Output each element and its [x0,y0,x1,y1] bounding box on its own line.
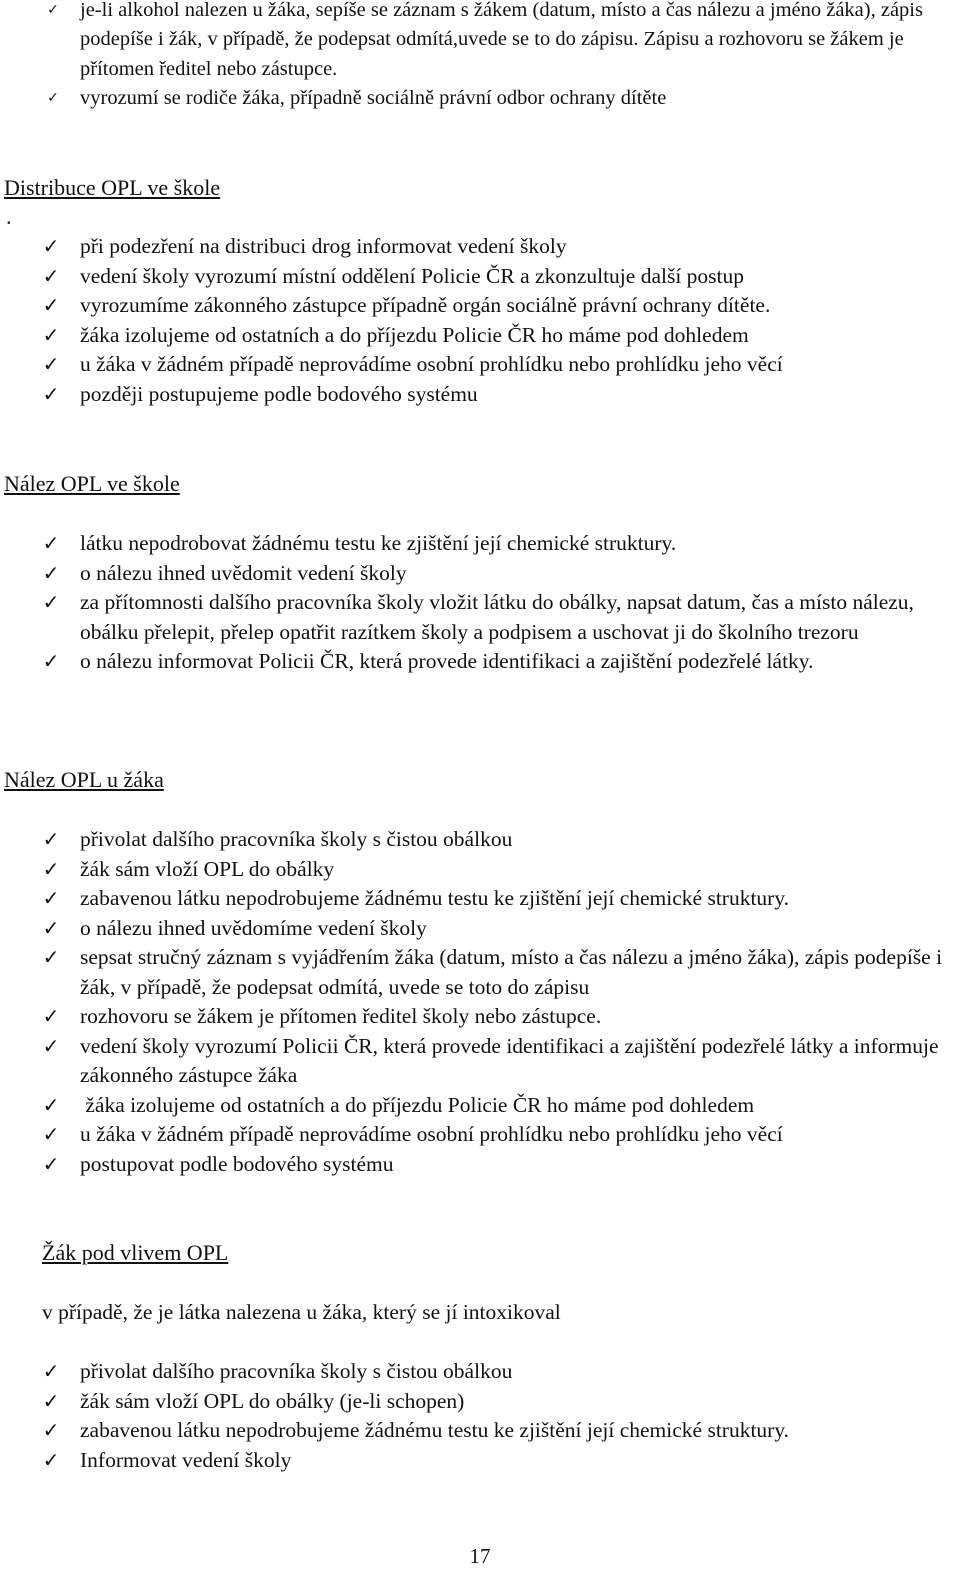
list-item: ✓ sepsat stručný záznam s vyjádřením žáka (datum, místo a čas nálezu a jméno žáka), zápis podepíše i žák, v případě, že podepsat odmítá, uvede se toto do zápisu [0,943,960,1002]
nalez-zak-checklist [0,825,960,1179]
list-item: ✓ postupovat podle bodového systému [0,1150,960,1180]
list-item: ✓ žáka izolujeme od ostatních a do příjezdu Policie ČR ho máme pod dohledem [0,321,960,351]
section-heading-nalez-zak: Nález OPL u žáka [4,767,164,792]
checkmark-icon: ✓ [42,263,60,288]
checkmark-icon: ✓ [42,1388,60,1413]
stray-dot: . [6,204,12,229]
checkmark-icon: ✓ [42,945,60,969]
list-item: ✓ při podezření na distribuci drog informovat vedení školy [0,232,960,262]
checkmark-icon: ✓ [42,322,60,347]
list-item: ✓ vedení školy vyrozumí Policii ČR, která provede identifikaci a zajištění podezřelé látky a informuje zákonného zástupce žáka [0,1032,960,1091]
list-item: ✓ látku nepodrobovat žádnému testu ke zjištění její chemické struktury. [0,529,960,559]
list-item: ✓ přivolat dalšího pracovníka školy s čistou obálkou [0,1357,960,1387]
checkmark-icon: ✓ [42,827,60,851]
distribuce-checklist [0,232,960,409]
list-item: ✓ žák sám vloží OPL do obálky [0,855,960,885]
list-item: ✓ o nálezu ihned uvědomíme vedení školy [0,914,960,944]
zak-pod-vlivem-checklist [0,1357,960,1475]
checkmark-icon: ✓ [42,1004,60,1028]
section-heading-distribuce: Distribuce OPL ve škole [4,175,221,200]
list-item: ✓ zabavenou látku nepodrobujeme žádnému testu ke zjištění její chemické struktury. [0,1416,960,1446]
checkmark-icon: ✓ [42,531,60,555]
checkmark-icon: ✓ [42,381,60,406]
checkmark-icon: ✓ [42,915,60,940]
list-item: ✓ vyrozumíme zákonného zástupce případně orgán sociálně právní ochrany dítěte. [0,291,960,321]
page-number: 17 [469,1544,491,1568]
checkmark-icon: ✓ [42,649,60,673]
list-item: ✓ u žáka v žádném případě neprovádíme osobní prohlídku nebo prohlídku jeho věcí [0,1120,960,1150]
checkmark-icon: ✓ [42,1418,60,1442]
top-checklist [0,0,960,113]
list-item: ✓ o nálezu ihned uvědomit vedení školy [0,559,960,589]
list-item: ✓ žáka izolujeme od ostatních a do příjezdu Policie ČR ho máme pod dohledem [0,1091,960,1121]
section-heading-nalez-skola: Nález OPL ve škole [4,471,180,496]
list-item: ✓ je-li alkohol nalezen u žáka, sepíše se záznam s žákem (datum, místo a čas nálezu a jméno žáka), zápis podepíše i žák, v případě, že podepsat odmítá,uvede se to do zápisu. Zápisu a rozhovoru se žákem je přítomen ředitel nebo zástupce. [0,0,942,84]
section-heading-zak-pod-vlivem: Žák pod vlivem OPL [42,1240,229,1265]
checkmark-icon: ✓ [42,1092,60,1117]
list-item: ✓ rozhovoru se žákem je přítomen ředitel školy nebo zástupce. [0,1002,960,1032]
list-item: ✓ vedení školy vyrozumí místní oddělení Policie ČR a zkonzultuje další postup [0,262,960,292]
list-item: ✓ o nálezu informovat Policii ČR, která provede identifikaci a zajištění podezřelé látky. [0,647,960,677]
list-item: ✓ později postupujeme podle bodového systému [0,380,960,410]
list-item: ✓ zabavenou látku nepodrobujeme žádnému testu ke zjištění její chemické struktury. [0,884,960,914]
list-item: ✓ Informovat vedení školy [0,1446,960,1476]
checkmark-icon: ✓ [42,1447,60,1472]
list-item: ✓ přivolat dalšího pracovníka školy s čistou obálkou [0,825,960,855]
checkmark-icon: ✓ [42,560,60,585]
list-item: ✓ vyrozumí se rodiče žáka, případně sociálně právní odbor ochrany dítěte [0,84,960,113]
checkmark-icon: ✓ [42,1151,60,1176]
checkmark-icon: ✓ [42,590,60,614]
section-intro: v případě, že je látka nalezena u žáka, který se jí intoxikoval [42,1300,561,1324]
nalez-skola-checklist [0,529,960,677]
list-item: ✓ žák sám vloží OPL do obálky (je-li schopen) [0,1387,960,1417]
checkmark-icon: ✓ [42,1122,60,1146]
checkmark-icon: ✓ [42,352,60,376]
checkmark-icon: ✓ [42,856,60,881]
checkmark-icon: ✓ [42,293,60,317]
list-item: ✓ za přítomnosti dalšího pracovníka školy vložit látku do obálky, napsat datum, čas a místo nálezu, obálku přelepit, přelep opatřit razítkem školy a podpisem a uschovat ji do školního trezoru [0,588,960,647]
checkmark-icon: ✓ [47,2,59,18]
checkmark-icon: ✓ [42,1359,60,1383]
checkmark-icon: ✓ [42,234,60,258]
list-item: ✓ u žáka v žádném případě neprovádíme osobní prohlídku nebo prohlídku jeho věcí [0,350,960,380]
checkmark-icon: ✓ [42,1033,60,1058]
checkmark-icon: ✓ [47,89,59,106]
checkmark-icon: ✓ [42,886,60,910]
